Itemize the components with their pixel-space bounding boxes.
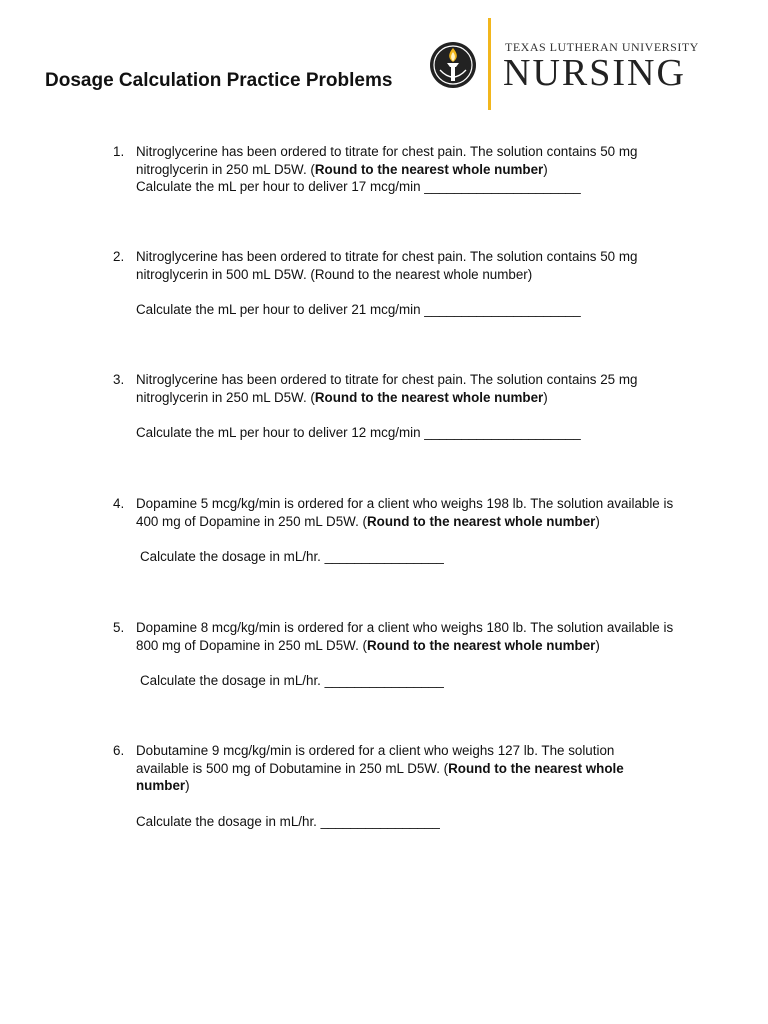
problem-1	[113, 143, 693, 196]
problem-3	[113, 371, 693, 442]
problem-number: 5.	[113, 620, 125, 635]
problem-text: Dobutamine 9 mcg/kg/min is ordered for a client who weighs 127 lb. The solution available is 500 mg of Dobutamine in 250 mL D5W. (Round to the nearest whole number)	[136, 743, 624, 793]
calculation-prompt: Calculate the dosage in mL/hr. ________________	[136, 813, 440, 829]
calculation-prompt: Calculate the mL per hour to deliver 17 mcg/min _____________________	[136, 179, 581, 194]
problem-text: Nitroglycerine has been ordered to titrate for chest pain. The solution contains 25 mg nitroglycerin in 250 mL D5W. (Round to the nearest whole number)	[136, 372, 638, 405]
problem-number: 6.	[113, 743, 125, 758]
calculation-prompt: Calculate the mL per hour to deliver 12 mcg/min _____________________	[136, 425, 581, 440]
problem-number: 1.	[113, 144, 125, 159]
problem-6	[113, 742, 653, 830]
rounding-instruction: Round to the nearest whole number	[136, 760, 624, 793]
calculation-prompt: Calculate the dosage in mL/hr. ________________	[140, 549, 444, 564]
problem-4	[113, 495, 693, 566]
problem-text: Dopamine 8 mcg/kg/min is ordered for a client who weighs 180 lb. The solution available is 800 mg of Dopamine in 250 mL D5W. (Round to the nearest whole number)	[136, 620, 674, 653]
rounding-instruction: Round to the nearest whole number	[314, 389, 544, 405]
problem-text: Nitroglycerine has been ordered to titrate for chest pain. The solution contains 50 mg nitroglycerin in 500 mL D5W. (Round to the nearest whole number)	[136, 249, 638, 282]
problem-text: Dopamine 5 mcg/kg/min is ordered for a client who weighs 198 lb. The solution available is 400 mg of Dopamine in 250 mL D5W. (Round to the nearest whole number)	[136, 496, 674, 529]
problem-text: Nitroglycerine has been ordered to titrate for chest pain. The solution contains 50 mg nitroglycerin in 250 mL D5W. (Round to the nearest whole number)	[136, 144, 638, 177]
university-name: TEXAS LUTHERAN UNIVERSITY	[505, 40, 699, 54]
torch-seal-icon	[428, 40, 478, 90]
logo-divider	[488, 18, 491, 110]
problem-number: 4.	[113, 496, 125, 511]
page-title: Dosage Calculation Practice Problems	[45, 70, 393, 91]
problem-2	[113, 248, 693, 319]
problem-number: 2.	[113, 249, 125, 264]
rounding-instruction: Round to the nearest whole number	[366, 513, 596, 529]
program-name: NURSING	[503, 52, 686, 94]
rounding-instruction: Round to the nearest whole number	[366, 637, 596, 653]
rounding-instruction: Round to the nearest whole number	[314, 161, 544, 177]
problem-number: 3.	[113, 372, 125, 387]
problem-5	[113, 619, 693, 690]
calculation-prompt: Calculate the mL per hour to deliver 21 mcg/min _____________________	[136, 302, 581, 317]
university-logo	[428, 18, 698, 113]
calculation-prompt: Calculate the dosage in mL/hr. ________________	[140, 673, 444, 688]
